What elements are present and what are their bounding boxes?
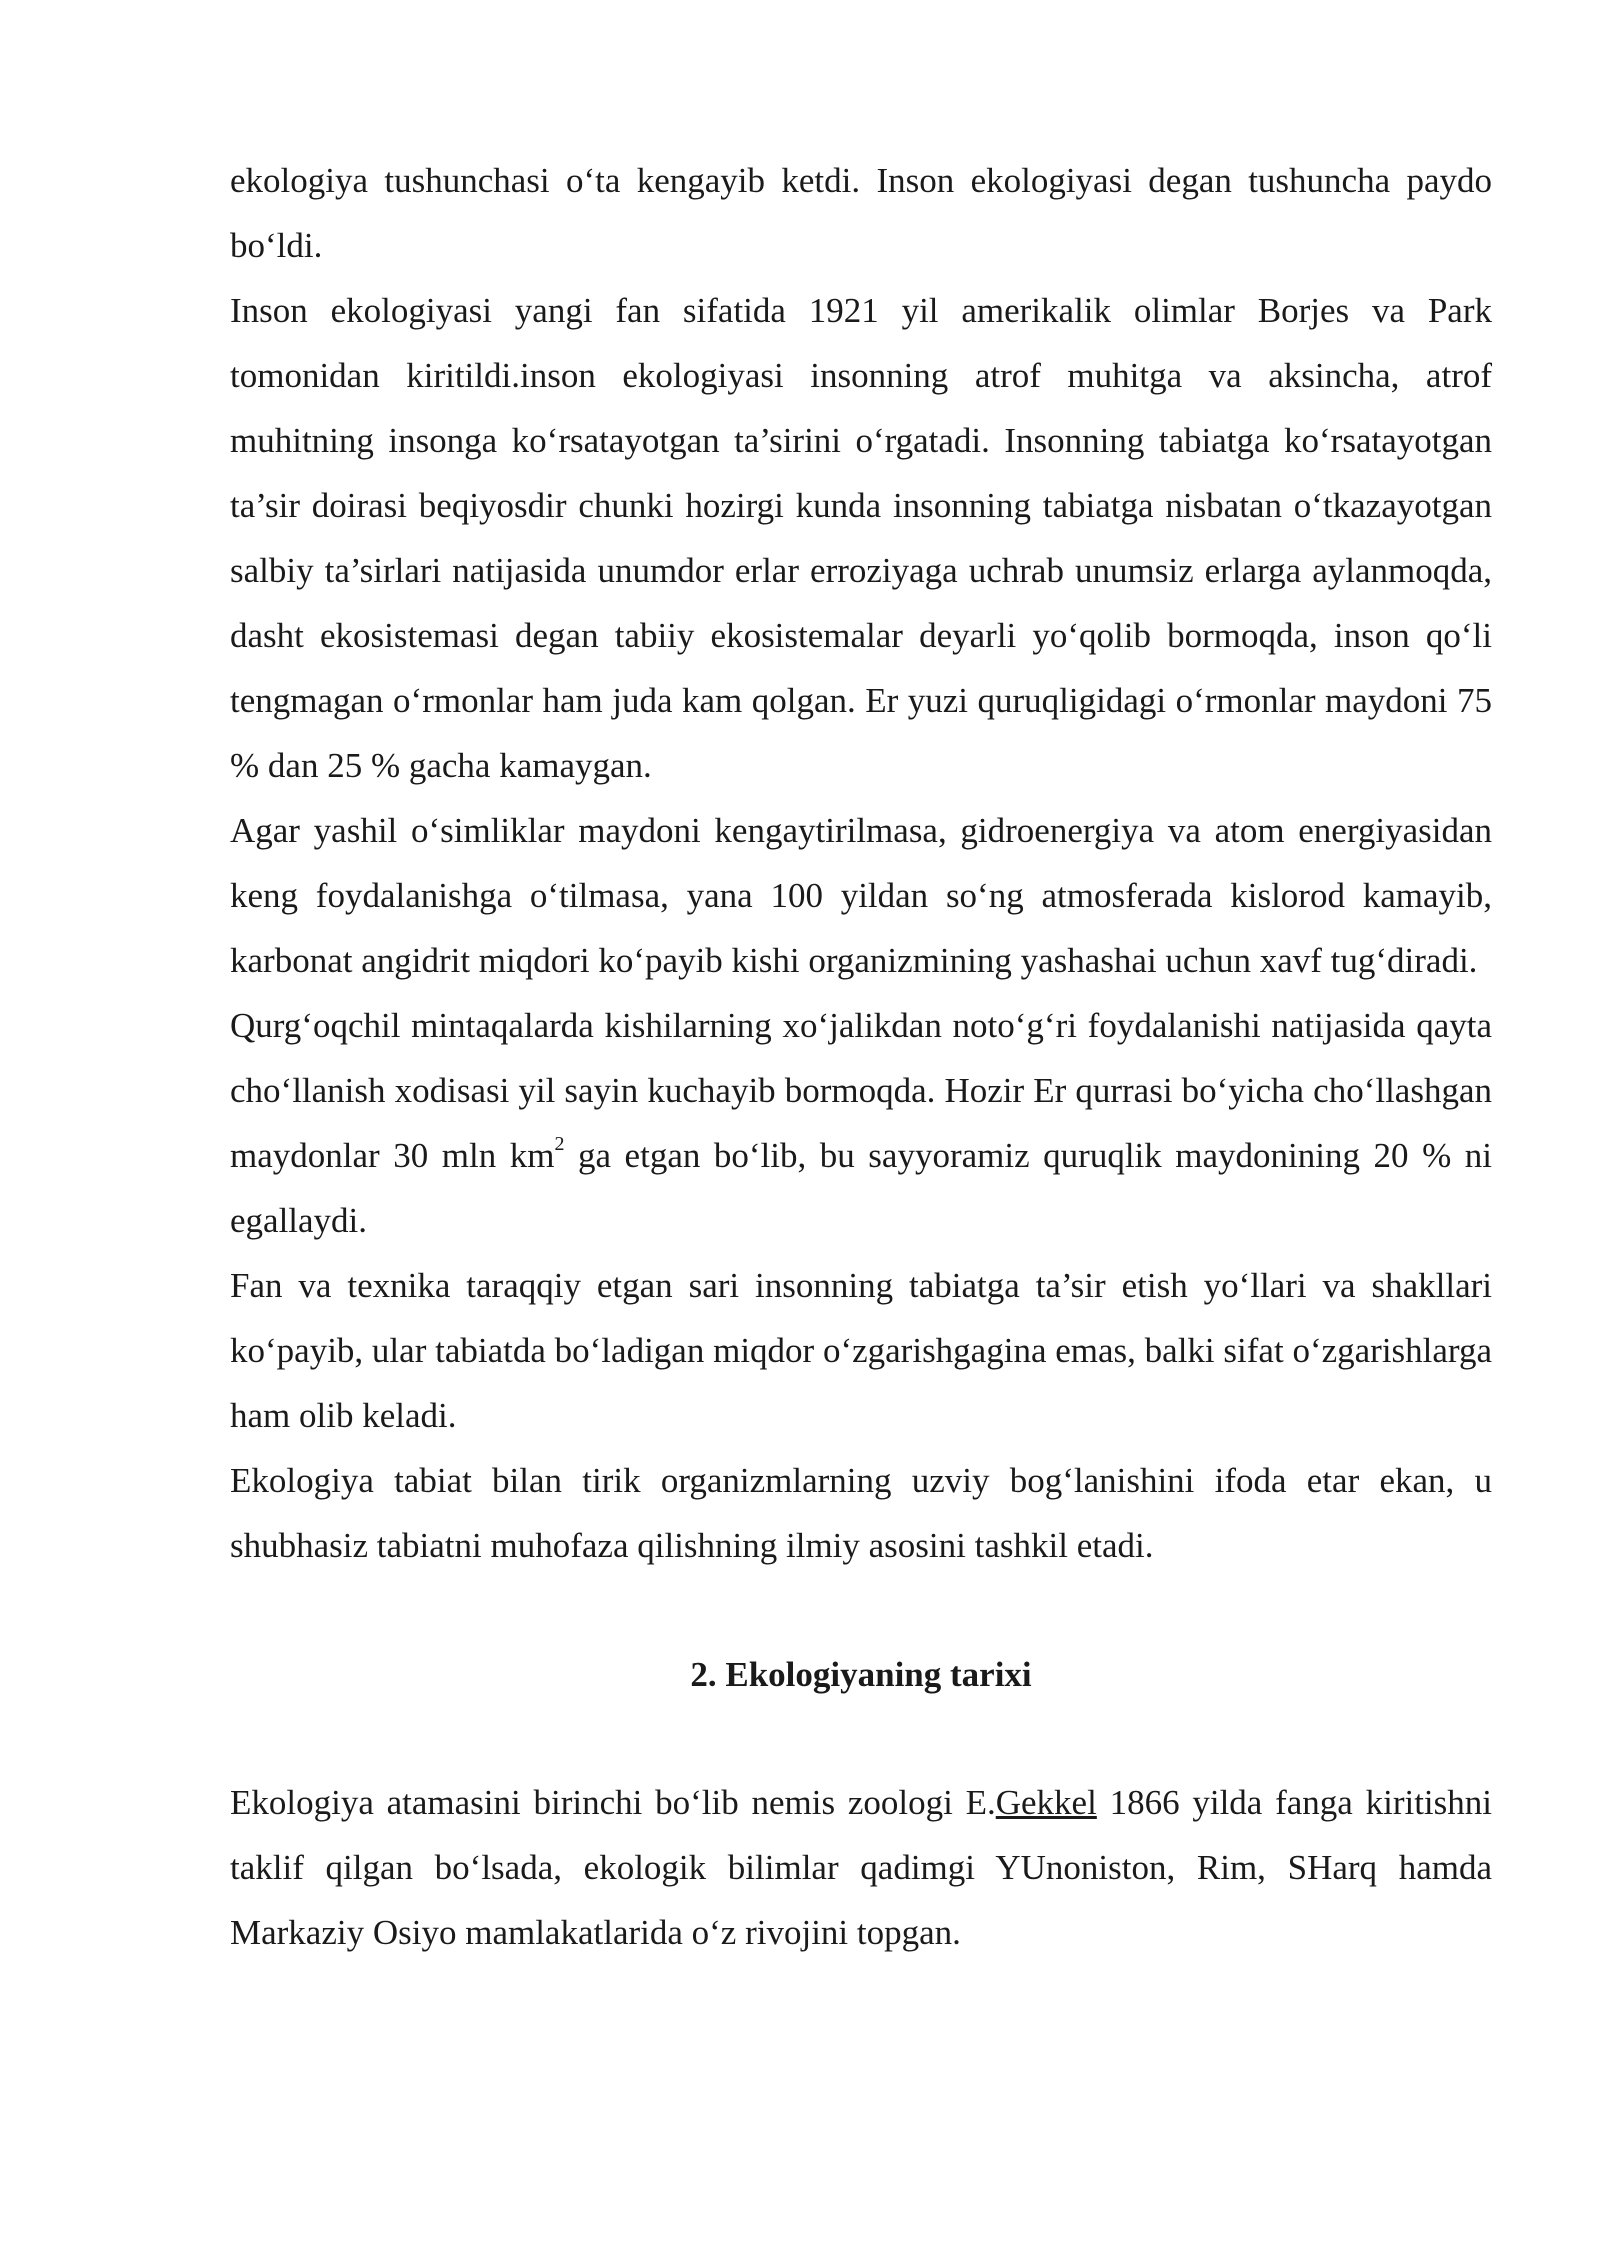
gekkel-link[interactable]: Gekkel: [995, 1783, 1097, 1822]
paragraph-text-continued: ga etgan bo‘lib, bu sayyoramiz quruqlik maydonining 20 % ni egallaydi.: [230, 1136, 1492, 1240]
paragraph-oxygen-warning: [230, 798, 1492, 993]
paragraph-ecology-history: [230, 1770, 1492, 1965]
paragraph-text: Fan va texnika taraqqiy etgan sari insonning tabiatga ta’sir etish yo‘llari va shakllari ko‘payib, ular tabiatda bo‘ladigan miqdor o‘zgarishgagina emas, balki sifat o‘zgarishlarga ham olib keladi.: [230, 1266, 1492, 1435]
paragraph-text: Inson ekologiyasi yangi fan sifatida 1921 yil amerikalik olimlar Borjes va Park tomonidan kiritildi.inson ekologiyasi insonning atrof muhitga va aksincha, atrof muhitning insonga ko‘rsatayotgan ta’sirini o‘rgatadi. Insonning tabiatga ko‘rsatayotgan ta’sir doirasi beqiyosdir chunki hozirgi kunda insonning tabiatga nisbatan o‘tkazayotgan salbiy ta’sirlari natijasida unumdor erlar erroziyaga uchrab unumsiz erlarga aylanmoqda, dasht ekosistemasi degan tabiiy ekosistemalar deyarli yo‘qolib bormoqda, inson qo‘li tengmagan o‘rmonlar ham juda kam qolgan. Er yuzi quruqligidagi o‘rmonlar maydoni 75 % dan 25 % gacha kamaygan.: [230, 291, 1492, 785]
paragraph-desertification: [230, 993, 1492, 1253]
document-page: [230, 148, 1492, 1965]
section-heading: 2. Ekologiyaning tarixi: [690, 1655, 1032, 1694]
superscript-exponent: 2: [554, 1133, 565, 1156]
paragraph-human-ecology-definition: [230, 278, 1492, 798]
paragraph-text: Ekologiya atamasini birinchi bo‘lib nemis zoologi E.: [230, 1783, 996, 1822]
paragraph-text: Agar yashil o‘simliklar maydoni kengaytirilmasa, gidroenergiya va atom energiyasidan keng foydalanishga o‘tilmasa, yana 100 yildan so‘ng atmosferada kislorod kamayib, karbonat angidrit miqdori ko‘payib kishi organizmining yashashai uchun xavf tug‘diradi.: [230, 811, 1492, 980]
paragraph-text: Ekologiya tabiat bilan tirik organizmlarning uzviy bog‘lanishini ifoda etar ekan, u shubhasiz tabiatni muhofaza qilishning ilmiy asosini tashkil etadi.: [230, 1461, 1492, 1565]
paragraph-ecology-conclusion: [230, 1448, 1492, 1578]
paragraph-text: ekologiya tushunchasi o‘ta kengayib ketdi. Inson ekologiyasi degan tushuncha paydo bo‘ldi.: [230, 161, 1492, 265]
paragraph-text: Qurg‘oqchil mintaqalarda kishilarning xo‘jalikdan noto‘g‘ri foydalanishi natijasida qayta cho‘llanish xodisasi yil sayin kuchayib bormoqda. Hozir Er qurrasi bo‘yicha cho‘llashgan maydonlar 30 mln km: [230, 1006, 1492, 1175]
paragraph-human-ecology-intro: [230, 148, 1492, 278]
paragraph-text-continued: 1866 yilda fanga kiritishni taklif qilgan bo‘lsada, ekologik bilimlar qadimgi YUnoniston, Rim, SHarq hamda Markaziy Osiyo mamlakatlarida o‘z rivojini topgan.: [230, 1783, 1492, 1952]
paragraph-technology-impact: [230, 1253, 1492, 1448]
